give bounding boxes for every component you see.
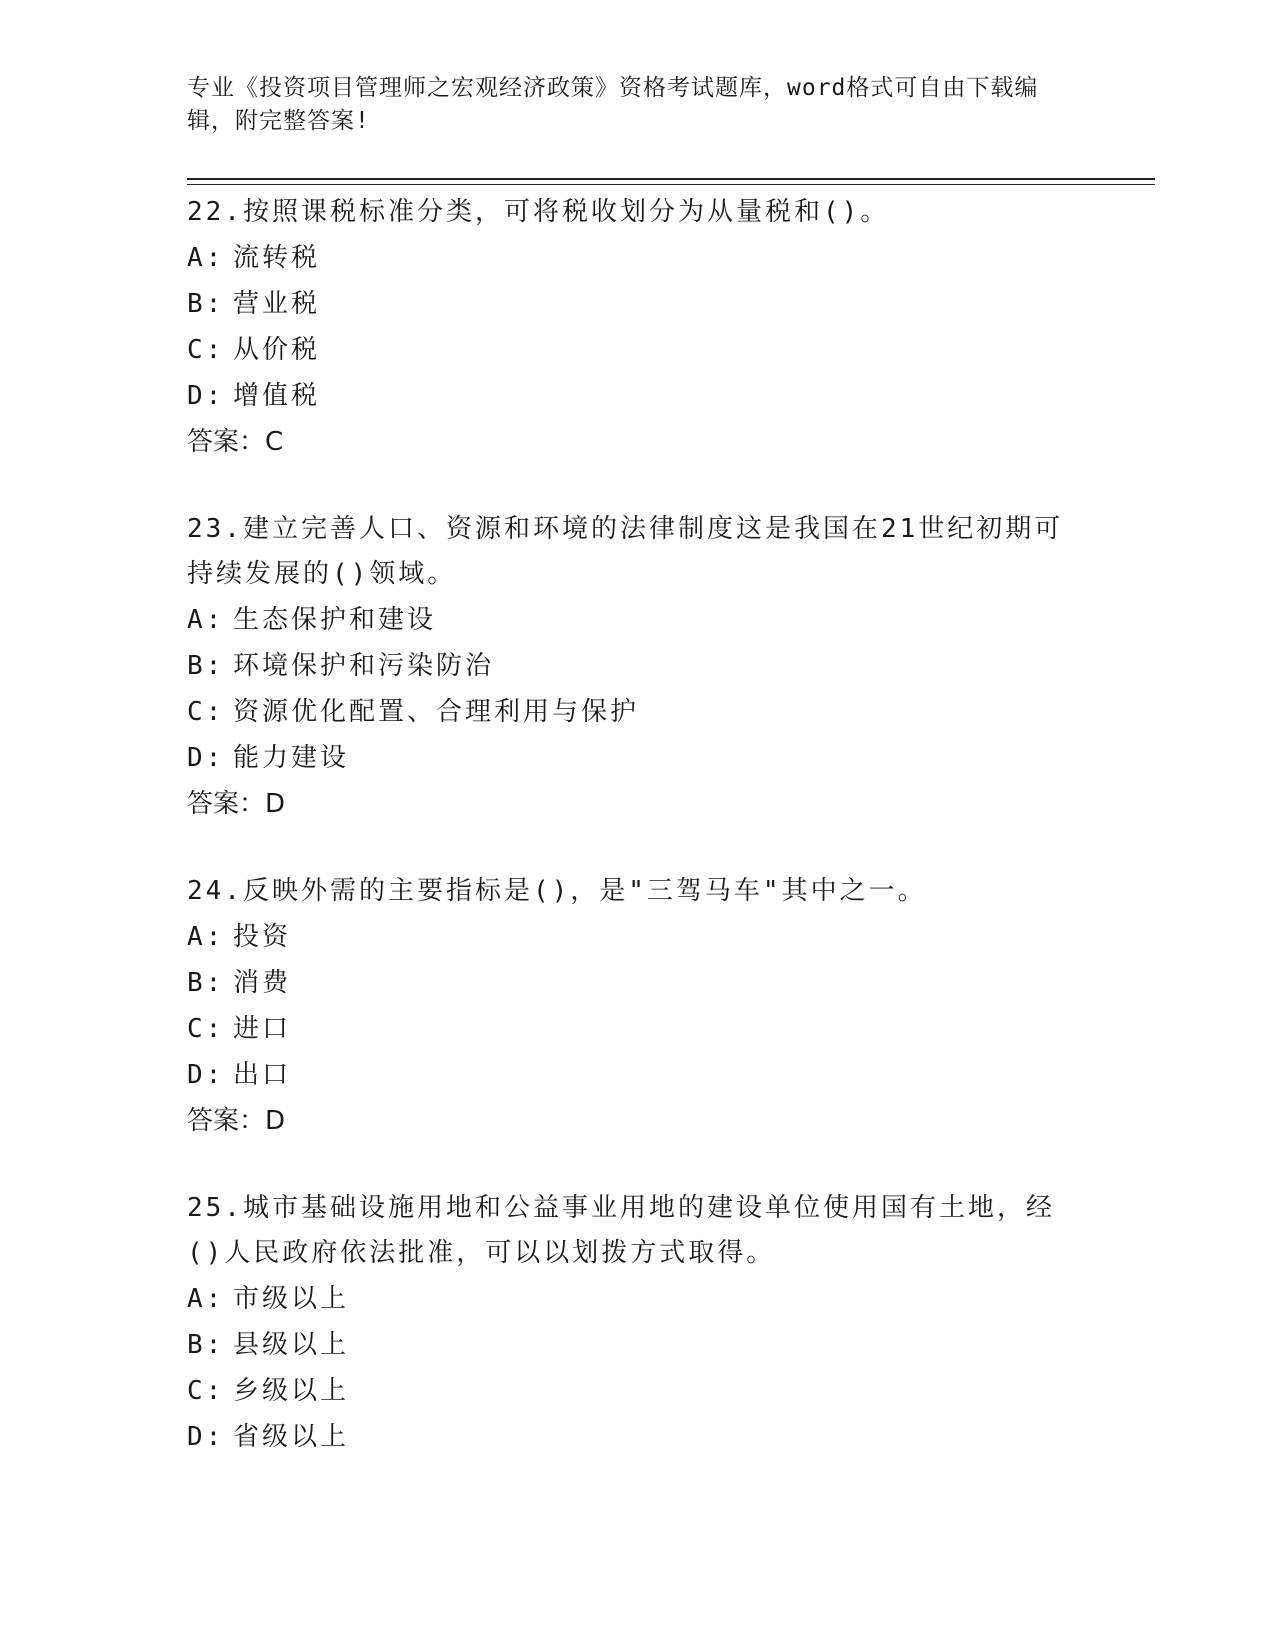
option-c [187, 327, 1087, 373]
option-b [187, 281, 1087, 327]
header-divider-thick [187, 178, 1155, 180]
document-header [187, 72, 1087, 138]
question-23 [187, 507, 1087, 827]
option-letter: A: [187, 605, 225, 635]
option-text: 市级以上 [233, 1284, 350, 1314]
question-stem: 25.城市基础设施用地和公益事业用地的建设单位使用国有土地，经()人民政府依法批准，可以以划拨方式取得。 [187, 1193, 1055, 1268]
question-25 [187, 1186, 1087, 1460]
answer-line: 答案：D [187, 1106, 286, 1136]
option-text: 生态保护和建设 [233, 605, 437, 635]
option-c [187, 1006, 1087, 1052]
option-letter: B: [187, 1330, 225, 1360]
option-text: 县级以上 [233, 1330, 350, 1360]
question-list [187, 190, 1087, 1502]
option-letter: B: [187, 651, 225, 681]
option-letter: C: [187, 1014, 225, 1044]
option-a [187, 914, 1087, 960]
option-text: 投资 [233, 922, 292, 952]
option-c [187, 1368, 1087, 1414]
option-text: 营业税 [233, 289, 321, 319]
header-divider-thin [187, 184, 1155, 185]
header-line-2: 辑，附完整答案! [187, 108, 370, 134]
option-letter: D: [187, 381, 225, 411]
option-letter: D: [187, 1422, 225, 1452]
answer-line: 答案：D [187, 789, 286, 819]
header-line-1: 专业《投资项目管理师之宏观经济政策》资格考试题库，word格式可自由下载编 [187, 75, 1039, 101]
option-text: 乡级以上 [233, 1376, 350, 1406]
option-d [187, 1414, 1087, 1460]
option-letter: A: [187, 922, 225, 952]
option-b [187, 960, 1087, 1006]
option-d [187, 1052, 1087, 1098]
option-letter: D: [187, 1060, 225, 1090]
option-a [187, 597, 1087, 643]
question-stem: 23.建立完善人口、资源和环境的法律制度这是我国在21世纪初期可持续发展的()领域。 [187, 514, 1064, 589]
option-a [187, 235, 1087, 281]
option-text: 从价税 [233, 335, 321, 365]
option-letter: A: [187, 243, 225, 273]
option-a [187, 1276, 1087, 1322]
option-text: 资源优化配置、合理利用与保护 [233, 697, 640, 727]
question-stem: 22.按照课税标准分类，可将税收划分为从量税和()。 [187, 197, 890, 227]
option-b [187, 643, 1087, 689]
question-24 [187, 869, 1087, 1144]
option-letter: C: [187, 335, 225, 365]
option-d [187, 735, 1087, 781]
option-text: 消费 [233, 968, 292, 998]
option-letter: D: [187, 743, 225, 773]
option-letter: C: [187, 1376, 225, 1406]
option-letter: C: [187, 697, 225, 727]
option-letter: B: [187, 968, 225, 998]
option-text: 能力建设 [233, 743, 350, 773]
option-text: 增值税 [233, 381, 321, 411]
question-stem: 24.反映外需的主要指标是()，是"三驾马车"其中之一。 [187, 876, 927, 906]
option-text: 省级以上 [233, 1422, 350, 1452]
option-b [187, 1322, 1087, 1368]
option-text: 环境保护和污染防治 [233, 651, 495, 681]
option-d [187, 373, 1087, 419]
option-letter: A: [187, 1284, 225, 1314]
option-letter: B: [187, 289, 225, 319]
option-text: 流转税 [233, 243, 321, 273]
option-text: 进口 [233, 1014, 292, 1044]
answer-line: 答案：C [187, 427, 284, 457]
question-22 [187, 190, 1087, 465]
option-c [187, 689, 1087, 735]
option-text: 出口 [233, 1060, 292, 1090]
